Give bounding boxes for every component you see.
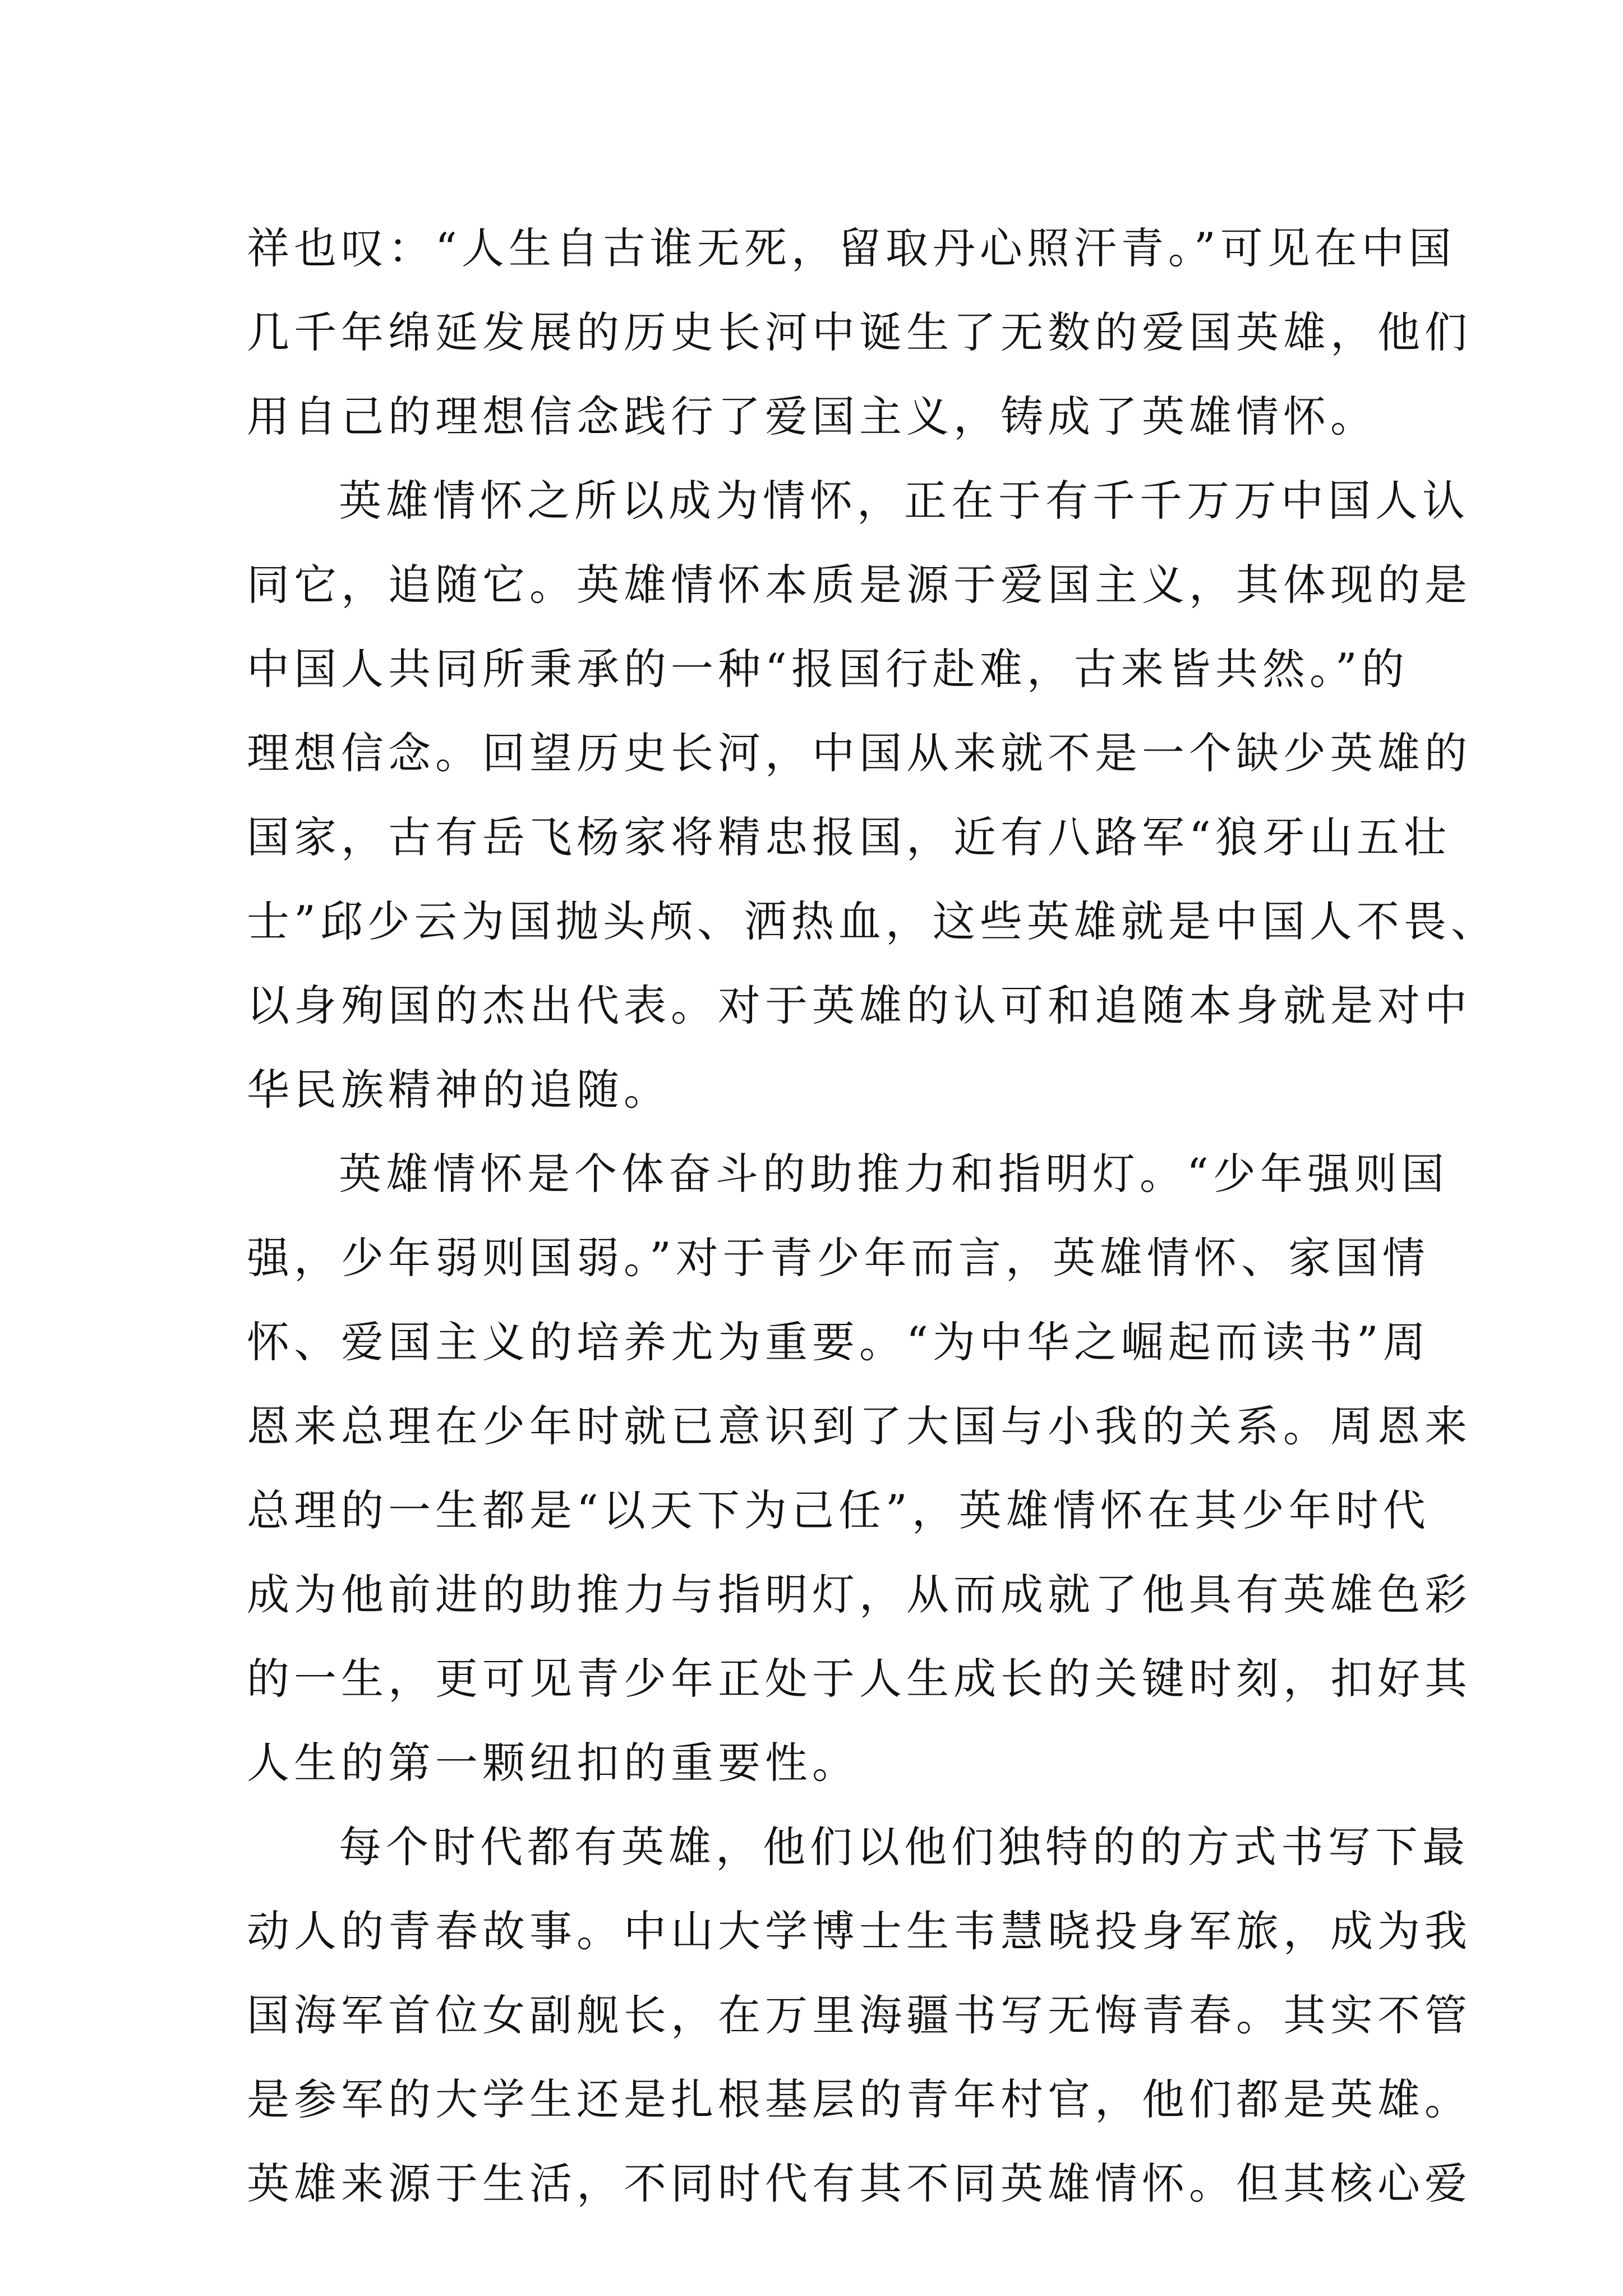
text-line: 成为他前进的助推力与指明灯，从而成就了他具有英雄色彩 xyxy=(247,1570,1472,1619)
text-line: 强，少年弱则国弱。”对于青少年而言，英雄情怀、家国情 xyxy=(247,1233,1430,1283)
text-line: 以身殉国的杰出代表。对于英雄的认可和追随本身就是对中 xyxy=(247,981,1472,1030)
text-line: 士”邱少云为国抛头颅、洒热血，这些英雄就是中国人不畏、 xyxy=(247,896,1498,946)
text-line: 怀、爱国主义的培养尤为重要。“为中华之崛起而读书”周 xyxy=(247,1317,1430,1367)
text-line: 动人的青春故事。中山大学博士生韦慧晓投身军旅，成为我 xyxy=(247,1906,1472,1956)
text-line: 恩来总理在少年时就已意识到了大国与小我的关系。周恩来 xyxy=(247,1401,1472,1451)
text-line: 英雄情怀之所以成为情怀，正在于有千千万万中国人认 xyxy=(339,476,1469,526)
text-line: 是参军的大学生还是扎根基层的青年村官，他们都是英雄。 xyxy=(247,2074,1472,2124)
text-line: 的一生，更可见青少年正处于人生成长的关键时刻，扣好其 xyxy=(247,1654,1472,1704)
text-line: 华民族精神的追随。 xyxy=(247,1065,671,1115)
paragraph-3 xyxy=(247,1132,1472,1805)
body-text xyxy=(247,206,1498,2226)
text-line: 国家，古有岳飞杨家将精忠报国，近有八路军“狼牙山五壮 xyxy=(247,812,1451,862)
paragraph-1-continuation xyxy=(247,206,1472,459)
paragraph-4 xyxy=(247,1805,1472,2226)
text-line: 几千年绵延发展的历史长河中诞生了无数的爱国英雄，他们 xyxy=(247,307,1472,357)
text-line: 祥也叹：“人生自古谁无死，留取丹心照汗青。”可见在中国 xyxy=(247,223,1456,273)
text-line: 用自己的理想信念践行了爱国主义，铸成了英雄情怀。 xyxy=(247,392,1377,441)
text-line: 英雄来源于生活，不同时代有其不同英雄情怀。但其核心爱 xyxy=(247,2159,1472,2208)
text-line: 总理的一生都是“以天下为己任”，英雄情怀在其少年时代 xyxy=(247,1485,1430,1535)
text-line: 同它，追随它。英雄情怀本质是源于爱国主义，其体现的是 xyxy=(247,560,1472,610)
text-line: 英雄情怀是个体奋斗的助推力和指明灯。“少年强则国 xyxy=(339,1149,1449,1199)
text-line: 人生的第一颗纽扣的重要性。 xyxy=(247,1738,859,1788)
text-line: 中国人共同所秉承的一种“报国行赴难，古来皆共然。”的 xyxy=(247,644,1409,694)
text-line: 每个时代都有英雄，他们以他们独特的的方式书写下最 xyxy=(339,1822,1469,1872)
text-line: 理想信念。回望历史长河，中国从来就不是一个缺少英雄的 xyxy=(247,728,1472,778)
paragraph-2 xyxy=(247,459,1498,1132)
text-line: 国海军首位女副舰长，在万里海疆书写无悔青春。其实不管 xyxy=(247,1990,1472,2040)
